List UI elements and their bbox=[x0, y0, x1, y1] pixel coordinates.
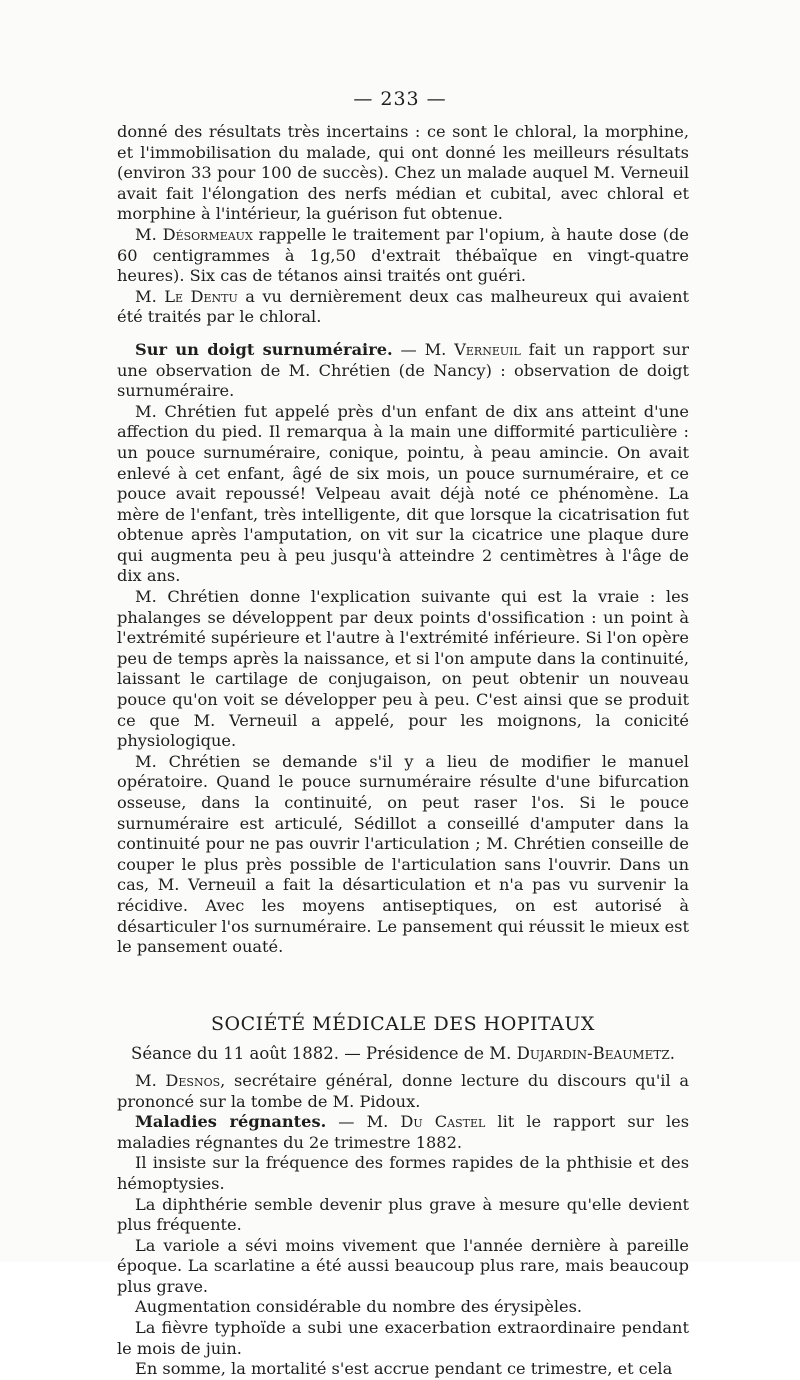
session-line bbox=[117, 1044, 689, 1065]
section-dash: — M. bbox=[392, 339, 455, 359]
session-text: Séance du 11 août 1882. — Présidence de M. bbox=[131, 1044, 517, 1064]
person-name: Du Castel bbox=[400, 1112, 486, 1132]
paragraph: La fièvre typhoïde a subi une exacerbation extraordinaire pendant le mois de juin. bbox=[117, 1318, 689, 1358]
person-name: Désormeaux bbox=[162, 224, 253, 244]
paragraph bbox=[117, 287, 689, 328]
page-body bbox=[117, 122, 689, 1380]
section-title: Sur un doigt surnuméraire. bbox=[135, 339, 393, 359]
paragraph-text: lit le rapport sur les maladies régnantes du 2e trimestre 1882. bbox=[117, 1112, 690, 1152]
paragraph: En somme, la mortalité s'est accrue pendant ce trimestre, et cela bbox=[135, 1359, 673, 1379]
person-name: Verneuil bbox=[454, 339, 521, 359]
monsieur-abbrev: M. bbox=[135, 1070, 157, 1090]
section-dash: — M. bbox=[326, 1112, 401, 1132]
paragraph: Augmentation considérable du nombre des érysipèles. bbox=[135, 1297, 583, 1317]
paragraph-text: a vu dernièrement deux cas malheureux qui avaient été traités par le chloral. bbox=[117, 286, 690, 327]
society-heading: SOCIÉTÉ MÉDICALE DES HOPITAUX bbox=[211, 1012, 595, 1035]
paragraph: La diphthérie semble devenir plus grave à mesure qu'elle devient plus fréquente. bbox=[117, 1194, 689, 1235]
paragraph-text: secrétaire général, donne lecture du discours qu'il a prononcé sur la tombe de M. Pidoux. bbox=[117, 1070, 689, 1111]
paragraph: La variole a sévi moins vivement que l'année dernière à pareille époque. La scarlatine a été aussi beaucoup plus rare, mais beaucoup plus grave. bbox=[117, 1235, 689, 1296]
paragraph: Il insiste sur la fréquence des formes rapides de la phthisie et des hémoptysies. bbox=[117, 1153, 689, 1193]
paragraph bbox=[117, 225, 689, 287]
paragraph-text: rappelle le traitement par l'opium, à haute dose (de 60 centigrammes à 1g,50 d'extrait thébaïque en vingt-quatre heures). Six cas de tétanos ainsi traités ont guéri. bbox=[117, 224, 689, 286]
paragraph: M. Chrétien fut appelé près d'un enfant de dix ans atteint d'une affection du pied. Il remarqua à la main une difformité particulière : un pouce surnuméraire, conique, pointu, à peau amincie. On avait enlevé à cet enfant, âgé de six mois, un pouce surnuméraire, et ce pouce avait repoussé! Velpeau avait déjà noté ce phénomène. La mère de l'enfant, très intelligente, dit que lorsque la cicatrisation fut obtenue après l'amputation, on vit sur la cicatrice une plaque dure qui augmenta peu à peu jusqu'à atteindre 2 centimètres à l'âge de dix ans. bbox=[117, 401, 689, 586]
monsieur-abbrev: M. bbox=[135, 224, 157, 244]
paragraph-text: fait un rapport sur une observation de M. Chrétien (de Nancy) : observation de doigt surnuméraire. bbox=[117, 339, 689, 401]
paragraph: M. Chrétien donne l'explication suivante qui est la vraie : les phalanges se développent par deux points d'ossification : un point à l'extrémité supérieure et l'autre à l'extrémité inférieure. Si l'on opère peu de temps après la naissance, et si l'on ampute dans la continuité, laissant le cartilage de conjugaison, on peut obtenir un nouveau pouce qu'on voit se développer peu à peu. C'est ainsi que se produit ce que M. Verneuil a appelé, pour les moignons, la conicité physiologique. bbox=[117, 587, 689, 751]
person-name: Le Dentu bbox=[164, 286, 238, 306]
page-number: — 233 — bbox=[353, 88, 447, 110]
section-paragraph bbox=[117, 340, 689, 402]
section-paragraph bbox=[117, 1112, 689, 1153]
person-name: Desnos, bbox=[165, 1070, 226, 1090]
president-name: Dujardin-Beaumetz. bbox=[516, 1044, 675, 1064]
paragraph: M. Chrétien se demande s'il y a lieu de modifier le manuel opératoire. Quand le pouce surnuméraire résulte d'une bifurcation osseuse, dans la continuité, on peut raser l'os. Si le pouce surnuméraire est articulé, Sédillot a conseillé d'amputer dans la continuité pour ne pas ouvrir l'articulation ; M. Chrétien conseille de couper le plus près possible de l'articulation sans l'ouvrir. Dans un cas, M. Verneuil a fait la désarticulation et n'a pas vu survenir la récidive. Avec les moyens antiseptiques, on est autorisé à désarticuler l'os surnuméraire. Le pansement qui réussit le mieux est le pansement ouaté. bbox=[117, 751, 689, 957]
paragraph bbox=[117, 1071, 689, 1112]
monsieur-abbrev: M. bbox=[135, 286, 157, 306]
paragraph: donné des résultats très incertains : ce sont le chloral, la morphine, et l'immobilisation du malade, qui ont donné les meilleurs résultats (environ 33 pour 100 de succès). Chez un malade auquel M. Verneuil avait fait l'élongation des nerfs médian et cubital, avec chloral et morphine à l'intérieur, la guérison fut obtenue. bbox=[117, 122, 689, 224]
section-title: Maladies régnantes. bbox=[135, 1112, 327, 1132]
